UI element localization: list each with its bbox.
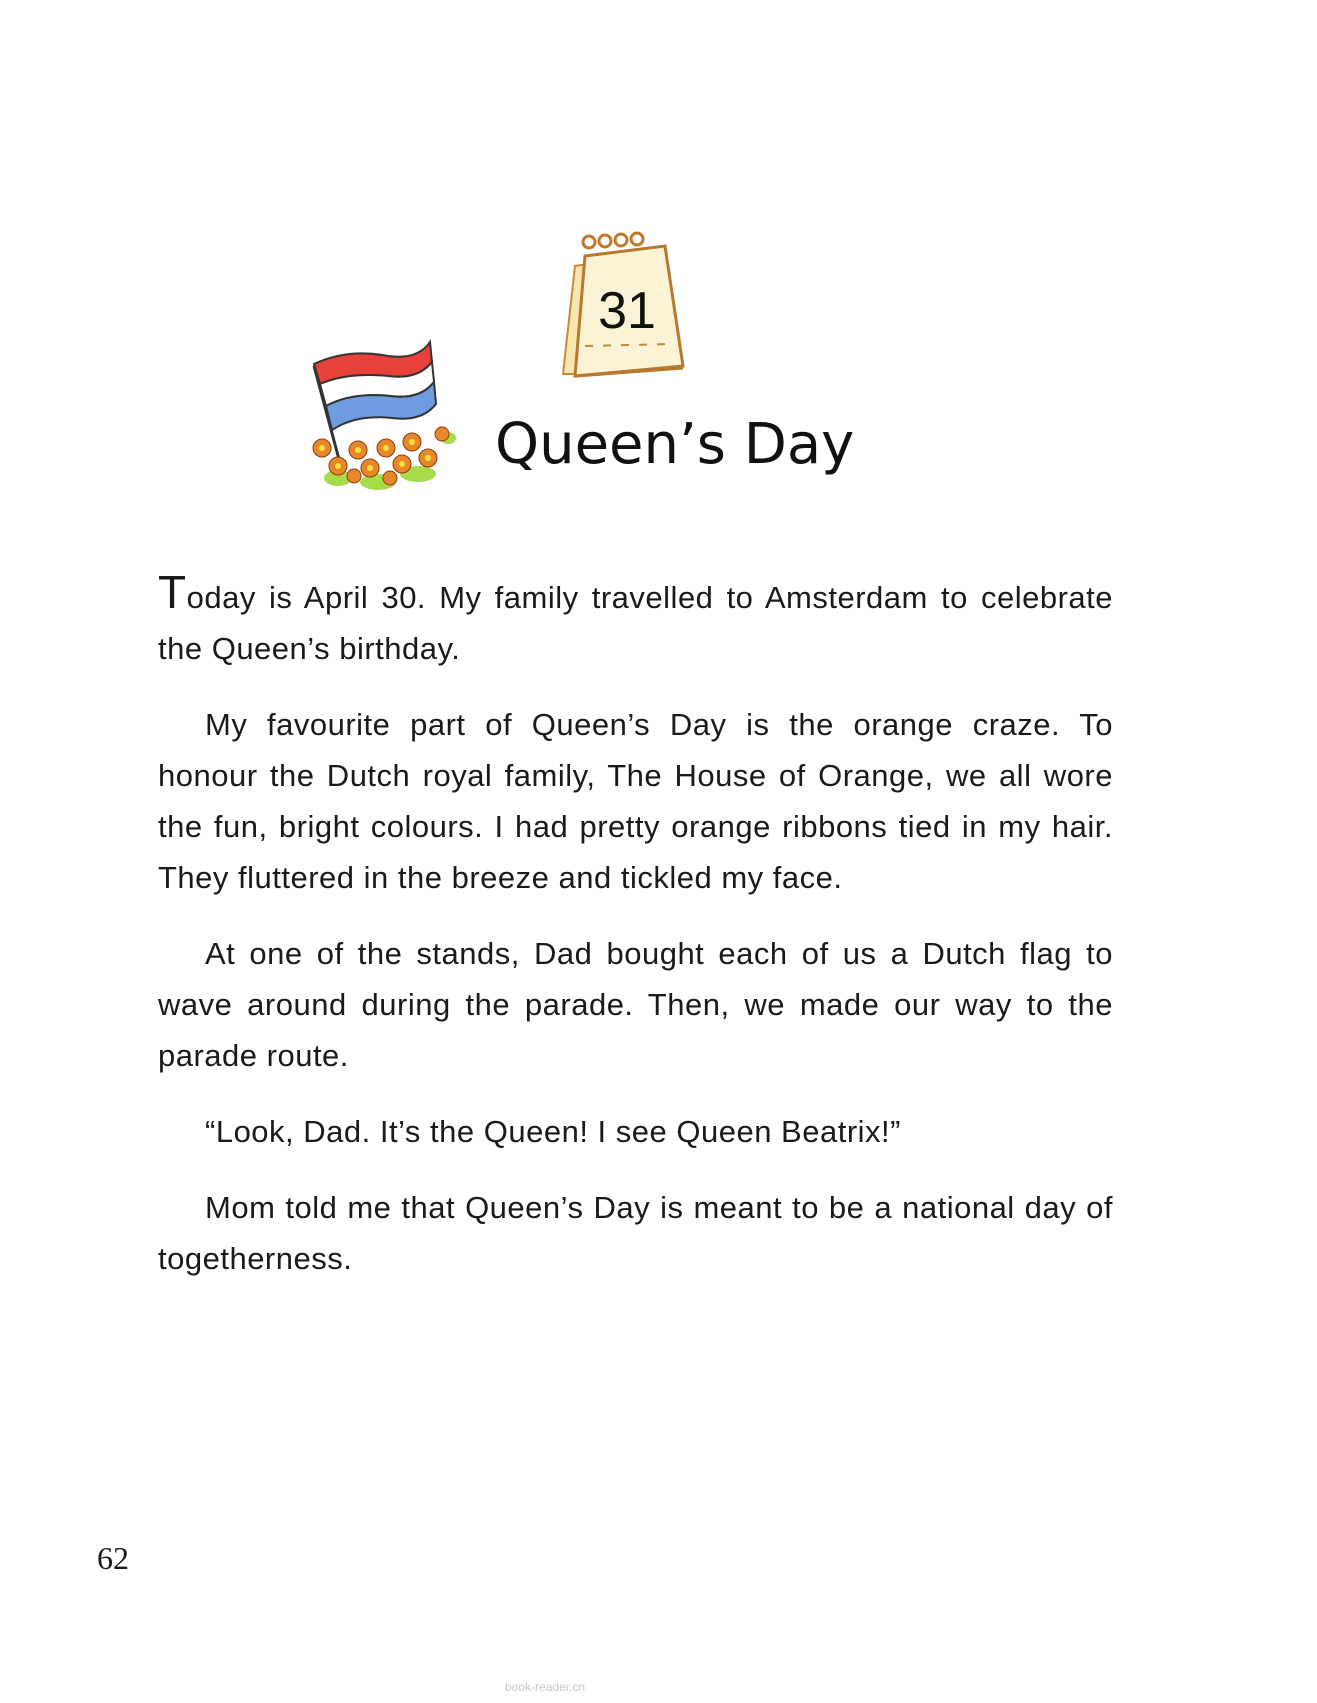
calendar-day-number: 31 (598, 282, 656, 340)
paragraph-text: oday is April 30. My family travelled to Amsterdam to celebrate the Queen’s birthday. (158, 580, 1113, 666)
calendar-icon (555, 226, 695, 382)
story-body (158, 566, 1113, 1309)
watermark: book-reader.cn (505, 1680, 586, 1694)
paragraph: My favourite part of Queen’s Day is the orange craze. To honour the Dutch royal family, The House of Orange, we all wore the fun, bright colours. I had pretty orange ribbons tied in my hair. They fluttered in the breeze and tickled my face. (158, 707, 1113, 895)
drop-cap: T (158, 566, 187, 618)
paragraph: “Look, Dad. It’s the Queen! I see Queen Beatrix!” (205, 1114, 901, 1149)
page-title: Queen’s Day (495, 412, 855, 477)
paragraph: At one of the stands, Dad bought each of us a Dutch flag to wave around during the parade. Then, we made our way to the parade route. (158, 936, 1113, 1073)
page-number: 62 (97, 1540, 129, 1576)
dutch-flag-flowers-icon (308, 338, 468, 494)
paragraph (158, 566, 1113, 674)
paragraph: Mom told me that Queen’s Day is meant to be a national day of togetherness. (158, 1190, 1113, 1276)
